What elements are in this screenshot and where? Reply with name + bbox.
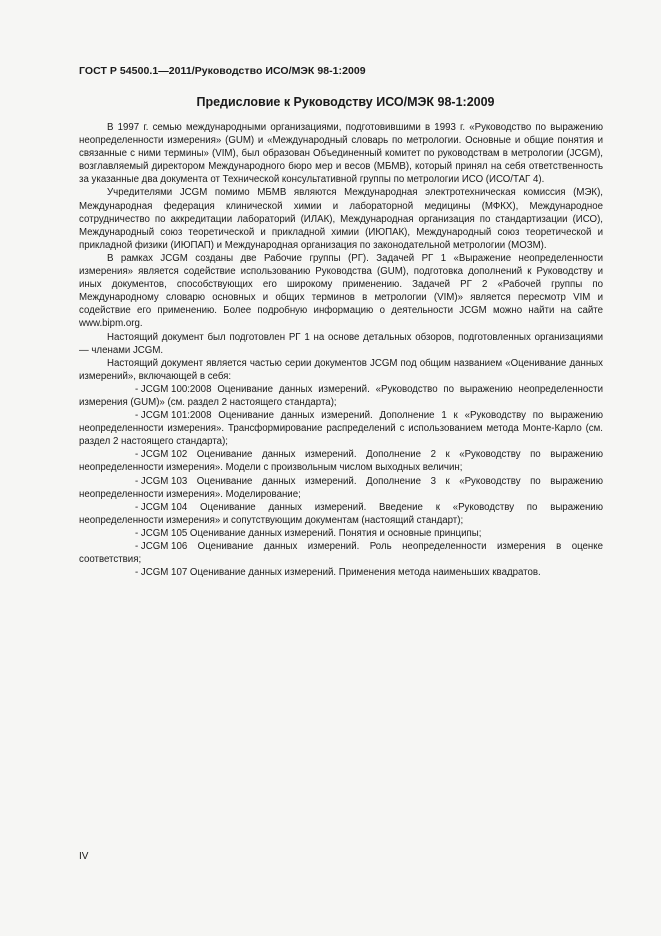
document-title: Предисловие к Руководству ИСО/МЭК 98-1:2009 <box>196 95 495 109</box>
list-item-text: Оценивание данных измерений. Дополнение 2 к «Руководству по выражению неопределенности измерения». Модели с произвольным числом выходных величин; <box>79 449 603 474</box>
list-item-code: - JCGM 103 <box>135 475 188 487</box>
list-item <box>79 475 603 501</box>
paragraph-3: В рамках JCGM созданы две Рабочие группы (РГ). Задачей РГ 1 «Выражение неопределенности измерения» является содействие использованию Руководства (GUM), подготовка дополнений к Руководству и иных документов, способствующих его широкому применению. Задачей РГ 2 «Рабочей группы по Международному словарю основных и общих терминов в метрологии (VIM)» является пересмотр VIM и содействие его применению. Более подробную информацию о деятельности JCGM можно найти на сайте www.bipm.org. <box>79 252 603 330</box>
paragraph-1: В 1997 г. семью международными организациями, подготовившими в 1993 г. «Руководство по выражению неопределенности измерения» (GUM) и «Международный словарь по метрологии. Основные и общие понятия и связанные с ними термины» (VIM), был образован Объединенный комитет по руководствам в метрологии (JCGM), возглавляемый директором Международного бюро мер и весов (МБМВ), который принял на себя ответственность за указанные два документа от Технической консультативной группы по метрологии ИСО (ИСО/ТАГ 4). <box>79 122 603 186</box>
list-item <box>79 383 603 409</box>
list-item-code: - JCGM 101:2008 <box>135 410 212 422</box>
foreword-body <box>79 121 603 579</box>
list-item-text: Оценивание данных измерений. Понятия и основные принципы; <box>189 527 482 539</box>
page-header: ГОСТ Р 54500.1—2011/Руководство ИСО/МЭК 98-1:2009 <box>79 65 366 77</box>
page-number: IV <box>79 851 89 862</box>
paragraph-5: Настоящий документ является частью серии документов JCGM под общим названием «Оценивание данных измерений», включающей в себя: <box>79 357 603 382</box>
list-item <box>79 409 603 448</box>
list-item-code: - JCGM 102 <box>135 449 188 461</box>
paragraph-2: Учредителями JCGM помимо МБМВ являются Международная электротехническая комиссия (МЭК), Международная федерация клинической химии и лабораторной медицины (МФКХ), Международное сотрудничество по аккредитации лабораторий (ИЛАК), Международная организация по стандартизации (ИСО), Международный союз теоретической и прикладной химии (ИЮПАК), Международный союз теоретической и прикладной физики (ИЮПАП) и Международная организация по законодательной метрологии (МОЗМ). <box>79 187 603 251</box>
list-item-text: Оценивание данных измерений. Применения метода наименьших квадратов. <box>189 567 541 579</box>
list-item <box>79 501 603 527</box>
list-item-text: Оценивание данных измерений. Дополнение 1 к «Руководству по выражению неопределенности измерения». Трансформирование распределений с использованием метода Монте-Карло (см. раздел 2 настоящего стандарта); <box>79 410 603 448</box>
list-item-text: Оценивание данных измерений. «Руководство по выражению неопределенности измерения (GUM)» (см. раздел 2 настоящего стандарта); <box>79 383 603 408</box>
list-item <box>79 566 603 579</box>
paragraph-4: Настоящий документ был подготовлен РГ 1 на основе детальных обзоров, подготовленных организациями — членами JCGM. <box>79 331 603 356</box>
list-item <box>79 448 603 474</box>
list-item-text: Оценивание данных измерений. Введение к «Руководству по выражению неопределенности измерения» и сопутствующим документам (настоящий стандарт); <box>79 501 603 526</box>
list-item-text: Оценивание данных измерений. Роль неопределенности измерения в оценке соответствия; <box>79 541 603 566</box>
list-item-code: - JCGM 104 <box>135 501 188 513</box>
list-item-code: - JCGM 100:2008 <box>135 383 212 395</box>
list-item <box>79 540 603 566</box>
list-item-code: - JCGM 105 <box>135 527 188 539</box>
list-item-code: - JCGM 106 <box>135 541 188 552</box>
list-item <box>79 527 603 540</box>
list-item-code: - JCGM 107 <box>135 567 188 579</box>
list-item-text: Оценивание данных измерений. Дополнение 3 к «Руководству по выражению неопределенности измерения». Моделирование; <box>79 475 603 500</box>
